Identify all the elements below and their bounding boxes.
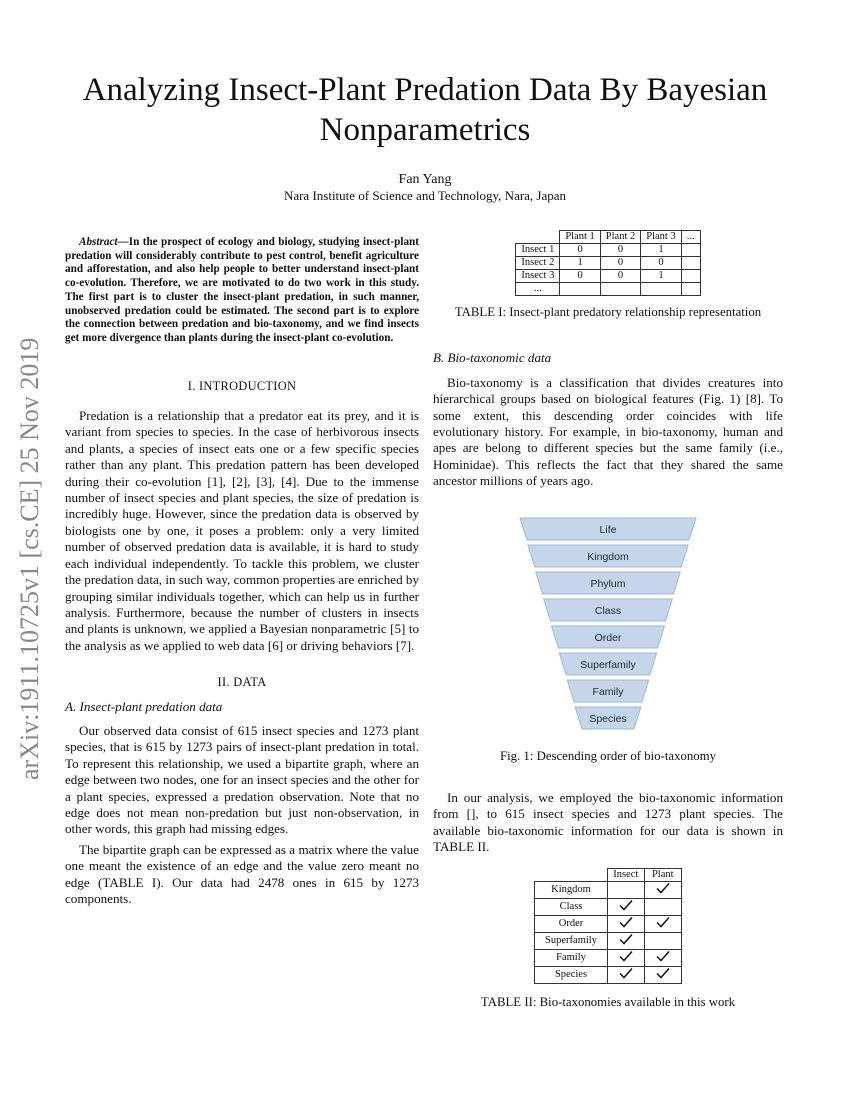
checkmark-icon [656, 916, 670, 928]
biotaxonomy-paragraph-2: In our analysis, we employed the bio-taxonomic information from [], to 615 insect species and 1273 plant species. The available bio-taxonomic information for our data is shown in TABLE II. [433, 790, 783, 855]
table-1-cell: 0 [600, 270, 640, 283]
table-1-cell [600, 283, 640, 296]
table-1-cell [681, 257, 700, 270]
table-2-cell-insect [607, 949, 644, 966]
biotaxonomy-funnel-figure [518, 514, 698, 734]
table-1-row-label: Insect 2 [516, 257, 560, 270]
predation-paragraph-1: Our observed data consist of 615 insect species and 1273 plant species, that is 615 by 1273 pairs of insect-plant predation in total. To represent this relationship, we used a bipartite graph, where an edge between two nodes, one for an insect species and the other for a plant species, expressed a predation observation. Note that no edge does not mean non-predation but just non-observation, in other words, this graph had missing edges. [65, 722, 419, 837]
subsection-heading-biotaxonomy: B. Bio-taxonomic data [433, 350, 552, 366]
table-1-cell [641, 283, 681, 296]
table-2-cell-insect [607, 932, 644, 949]
table-2-row-label: Species [535, 966, 608, 983]
table-1-corner [516, 231, 560, 244]
funnel-label: Kingdom [587, 550, 629, 563]
figure-1-caption: Fig. 1: Descending order of bio-taxonomy [499, 748, 717, 763]
table-1-row [516, 257, 700, 270]
table-1-row [516, 244, 700, 257]
table-1-header-row [516, 231, 700, 244]
table-1-cell [681, 283, 700, 296]
checkmark-icon [619, 967, 633, 979]
table-2-row [535, 932, 682, 949]
table-1-cell [560, 283, 600, 296]
checkmark-icon [656, 882, 670, 894]
table-1-cell [681, 270, 700, 283]
table-2-row-label: Class [535, 898, 608, 915]
table-1-cell: 0 [600, 244, 640, 257]
arxiv-stamp [8, 290, 48, 790]
table-1-caption: TABLE I: Insect-plant predatory relationship representation [454, 305, 762, 319]
funnel-label: Family [592, 685, 624, 698]
right-column [433, 230, 783, 1010]
table-2-row [535, 898, 682, 915]
paper-title [60, 70, 790, 150]
table-2-cell-insect [607, 915, 644, 932]
table-1-header-cell: Plant 3 [641, 231, 681, 244]
table-2-row [535, 915, 682, 932]
table-1-header-cell: Plant 1 [560, 231, 600, 244]
author-name: Fan Yang [398, 172, 452, 187]
table-2-cell-plant [644, 949, 681, 966]
table-1-cell: 0 [560, 244, 600, 257]
checkmark-icon [619, 933, 633, 945]
table-2-header-cell: Plant [644, 868, 681, 881]
table-1-cell: 1 [641, 244, 681, 257]
table-2-header-row [535, 868, 682, 881]
table-1 [515, 230, 700, 296]
table-1-row-label: Insect 3 [516, 270, 560, 283]
table-2-cell-plant [644, 966, 681, 983]
table-2-cell-insect [607, 966, 644, 983]
table-1-row-label: Insect 1 [516, 244, 560, 257]
table-1-row-label: ... [516, 283, 560, 296]
table-2-row [535, 966, 682, 983]
table-2-row [535, 881, 682, 898]
table-2-corner [535, 868, 608, 881]
checkmark-icon [656, 967, 670, 979]
table-2-row [535, 949, 682, 966]
table-1-row [516, 283, 700, 296]
table-2-cell-plant [644, 932, 681, 949]
table-2-cell-insect [607, 898, 644, 915]
table-1-cell: 0 [600, 257, 640, 270]
table-2-cell-plant [644, 881, 681, 898]
arxiv-stamp-text: arXiv:1911.10725v1 [cs.CE] 25 Nov 2019 [15, 337, 44, 780]
title-line-1: Analyzing Insect-Plant Predation Data By Bayesian [82, 72, 768, 108]
table-1-cell: 1 [560, 257, 600, 270]
table-2-cell-plant [644, 915, 681, 932]
funnel-label: Class [594, 604, 622, 617]
table-1-header-cell: ... [681, 231, 700, 244]
table-2 [534, 868, 682, 984]
table-1-cell: 1 [641, 270, 681, 283]
table-1-row [516, 270, 700, 283]
table-1-cell: 0 [641, 257, 681, 270]
abstract-label: Abstract [79, 236, 118, 248]
table-2-cell-insect [607, 881, 644, 898]
table-2-row-label: Order [535, 915, 608, 932]
subsection-heading-predation: A. Insect-plant predation data [65, 698, 223, 714]
abstract [65, 236, 419, 346]
section-heading-data: II. DATA [217, 675, 267, 690]
funnel-label: Superfamily [580, 658, 636, 671]
funnel-label: Species [589, 712, 627, 725]
funnel-label: Phylum [590, 577, 626, 590]
left-column [65, 236, 419, 907]
checkmark-icon [619, 899, 633, 911]
table-1-cell [681, 244, 700, 257]
table-2-cell-plant [644, 898, 681, 915]
funnel-label: Life [599, 523, 617, 536]
section-heading-introduction: I. INTRODUCTION [187, 378, 297, 393]
abstract-text: —In the prospect of ecology and biology, studying insect-plant predation will considerably contribute to pest control, benefit agriculture and afforestation, and also help people to better understand insect-plant co-evolution. Therefore, we are motivated to do two work in this study. The first part is to cluster the insect-plant predation, in such manner, unobserved predation could be estimated. The second part is to explore the connection between predation and bio-taxonomy, and we find insects get more divergence than plants during the insect-plant co-evolution. [65, 236, 419, 344]
checkmark-icon [619, 916, 633, 928]
predation-paragraph-2: The bipartite graph can be expressed as a matrix where the value one meant the existence of an edge and the value zero meant no edge (TABLE I). Our data had 2478 ones in 615 by 1273 components. [65, 841, 419, 906]
table-1-header-cell: Plant 2 [600, 231, 640, 244]
arxiv-stamp-svg [8, 290, 48, 790]
biotaxonomy-paragraph-1: Bio-taxonomy is a classification that divides creatures into hierarchical groups based on biological features (Fig. 1) [8]. To some extent, this descending order coincides with life evolutionary history. For example, in bio-taxonomy, human and apes are belong to different species but the same family (i.e., Hominidae). This reflects the fact that they shared the same ancestor millions of years ago. [433, 374, 783, 489]
funnel-label: Order [594, 631, 622, 644]
author-affiliation: Nara Institute of Science and Technology, Nara, Japan [283, 188, 567, 203]
intro-paragraph: Predation is a relationship that a predator eat its prey, and it is variant from species to species. In the case of herbivorous insects and plants, a species of insect eats one or a few specific species rather than any plant. This predation pattern has been developed during their co-evolution [1], [2], [3], [4]. Due to the immense number of insect species and plant species, the size of predation is incredibly huge. However, since the predation data is observed by biologists one by one, it poses a problem: only a very limited number of observed predation data is available, it is hard to study each individual independently. To tackle this problem, we cluster the predation data, in such way, common properties are enriched by grouping similar individuals together, which can help us in further analysis. Furthermore, because the number of clusters in insects and plants is unknown, we applied a Bayesian nonparametric [5] to the analysis as we applied to web data [6] or driving behaviors [7]. [65, 408, 420, 653]
table-1-cell: 0 [560, 270, 600, 283]
checkmark-icon [656, 950, 670, 962]
checkmark-icon [619, 950, 633, 962]
table-2-header-cell: Insect [607, 868, 644, 881]
title-line-2: Nonparametrics [319, 112, 531, 148]
table-2-caption: TABLE II: Bio-taxonomies available in this work [480, 994, 736, 1009]
table-2-row-label: Kingdom [535, 881, 608, 898]
table-2-row-label: Family [535, 949, 608, 966]
table-2-row-label: Superfamily [535, 932, 608, 949]
